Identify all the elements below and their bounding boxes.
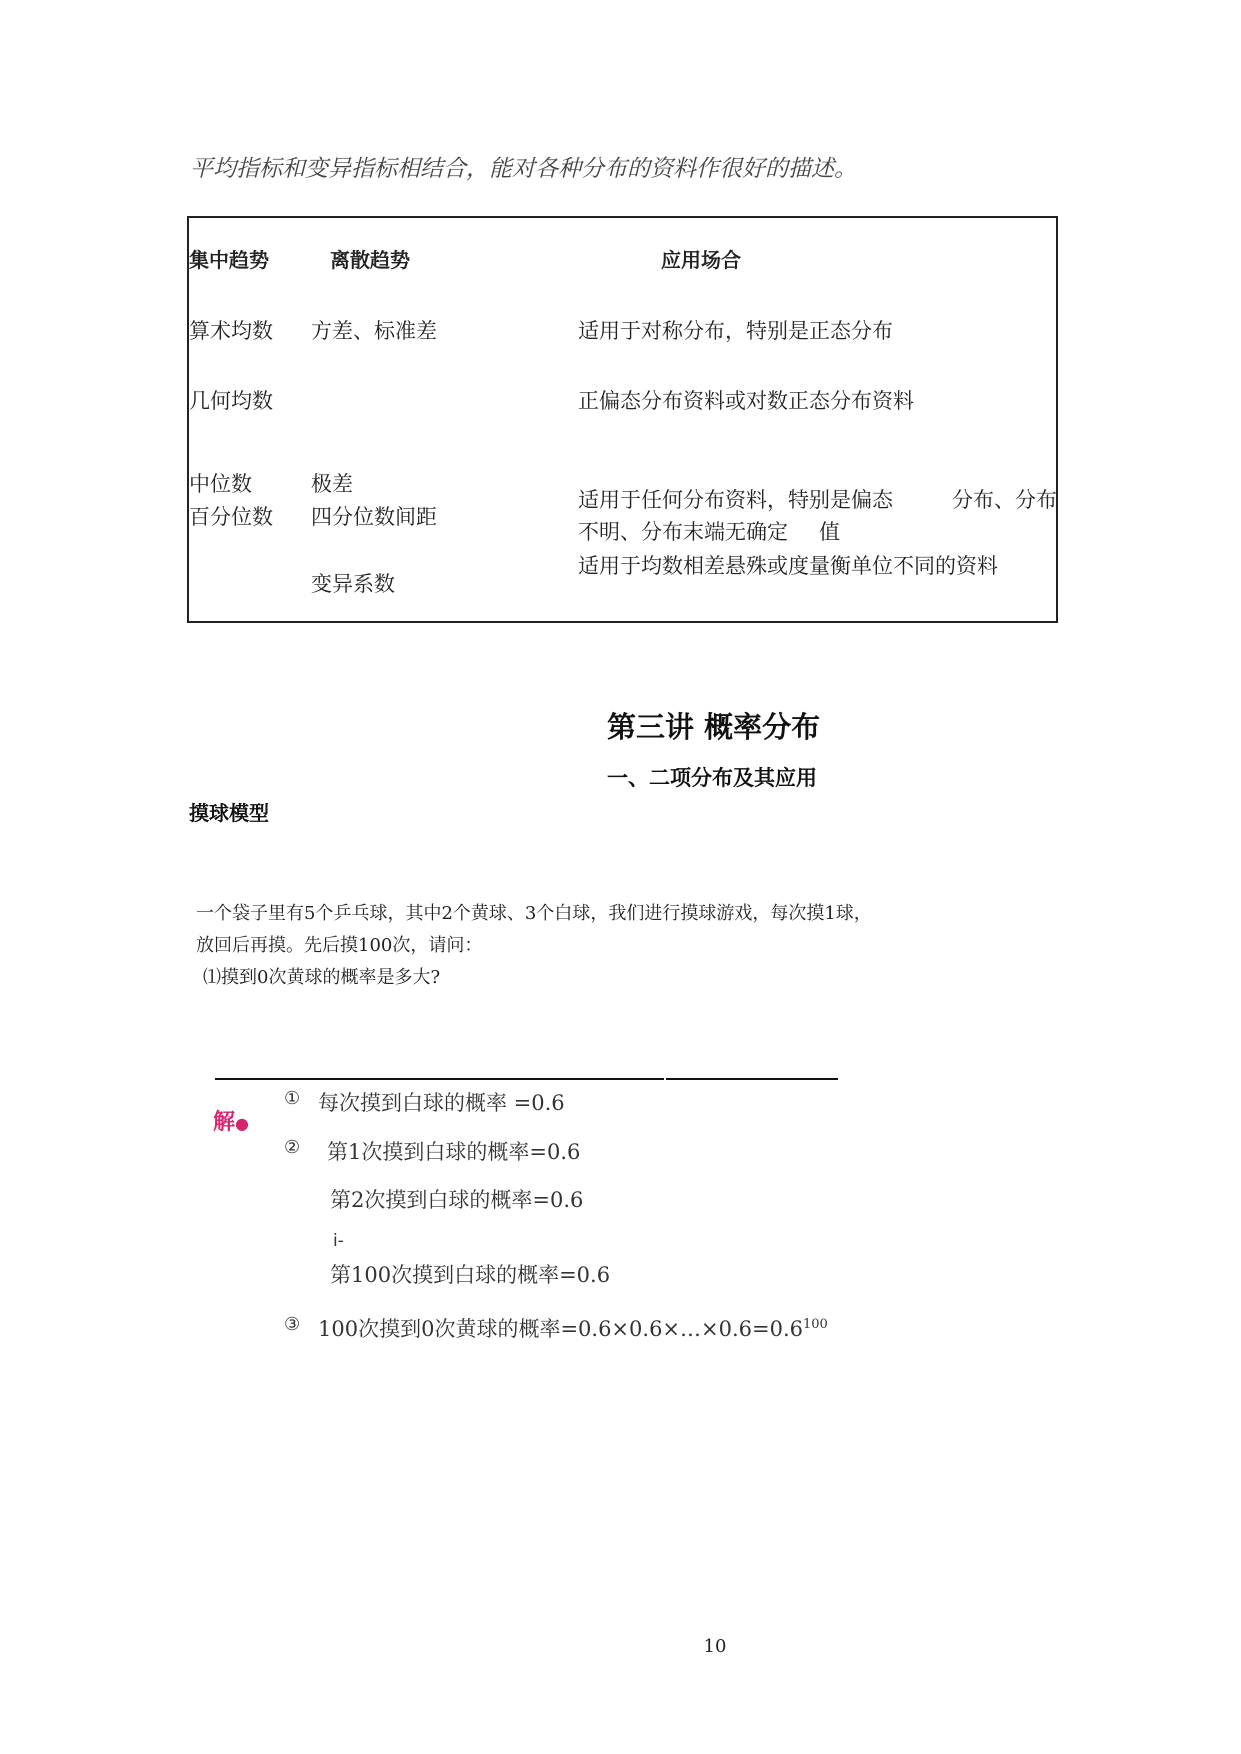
problem-line-2: 放回后再摸。先后摸100次，请问：: [196, 935, 483, 956]
row3-usage-a2: 分布、分布: [952, 488, 1057, 512]
row2-usage: 正偏态分布资料或对数正态分布资料: [578, 389, 914, 413]
step-2-text-b: 第2次摸到白球的概率=0.6: [330, 1188, 584, 1212]
solution-label: 解●: [213, 1110, 249, 1135]
step-3-marker: ③: [284, 1314, 301, 1335]
exponent: 100: [803, 1317, 828, 1332]
row1-usage: 适用于对称分布，特别是正态分布: [578, 319, 893, 343]
section-title: 一、二项分布及其应用: [607, 766, 817, 790]
ellipsis-mark: i-: [333, 1231, 344, 1251]
statistics-table: [187, 216, 1058, 623]
row4-usage: 适用于均数相差悬殊或度量衡单位不同的资料: [578, 554, 998, 578]
row1-central: 算术均数: [189, 319, 273, 343]
row3-central-a: 中位数: [189, 472, 252, 496]
row1-dispersion: 方差、标准差: [311, 319, 437, 343]
step-1-marker: ①: [284, 1088, 301, 1109]
header-dispersion: 离散趋势: [330, 248, 410, 272]
divider-left: [215, 1078, 664, 1080]
header-central-tendency: 集中趋势: [189, 248, 269, 272]
page-number: 10: [703, 1636, 727, 1657]
problem-line-1: 一个袋子里有5个乒乓球，其中2个黄球、3个白球，我们进行摸球游戏，每次摸1球，: [196, 903, 872, 924]
step-2-text-c: 第100次摸到白球的概率=0.6: [330, 1263, 611, 1287]
row3-central-b: 百分位数: [189, 505, 273, 529]
header-usage: 应用场合: [661, 248, 741, 272]
step-2-marker: ②: [284, 1137, 301, 1158]
row2-central: 几何均数: [189, 389, 273, 413]
intro-text: 平均指标和变异指标相结合，能对各种分布的资料作很好的描述。: [190, 156, 857, 182]
step-2-text: 第1次摸到白球的概率=0.6: [327, 1140, 581, 1164]
row3-usage-b2: 值: [819, 520, 840, 544]
problem-line-3: ⑴摸到0次黄球的概率是多大?: [203, 967, 441, 988]
step-3-text: 100次摸到0次黄球的概率$=0.6\times 0.6\times\dots\times 0.6=0.6^{100}$: [318, 1317, 828, 1341]
row3-usage-a1: 适用于任何分布资料，特别是偏态: [578, 488, 893, 512]
row3-dispersion-a: 极差: [311, 472, 353, 496]
step-1-text: 每次摸到白球的概率 =0.6: [318, 1091, 565, 1115]
lecture-title: 第三讲 概率分布: [607, 710, 821, 744]
row4-dispersion: 变异系数: [311, 572, 395, 596]
divider-right: [666, 1078, 838, 1080]
row3-usage-b1: 不明、分布末端无确定: [578, 520, 788, 544]
row3-dispersion-b: 四分位数间距: [311, 505, 437, 529]
model-title: 摸球模型: [189, 801, 269, 825]
